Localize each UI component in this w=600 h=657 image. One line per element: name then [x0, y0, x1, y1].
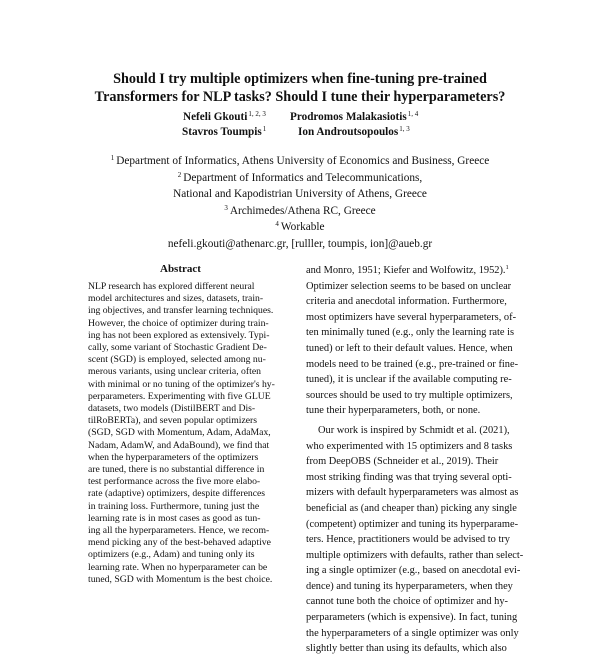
text-line: tuned), it is unclear if the available computing re- [306, 374, 512, 386]
abstract-line: cally, some variant of Stochastic Gradient De- [88, 342, 267, 354]
email: nefeli.gkouti@athenarc.gr, [rulller, toumpis, ion]@aueb.gr [167, 237, 433, 250]
abstract-line: (SGD, SGD with Momentum, Adam, AdaMax, [88, 427, 271, 439]
text-line: criteria and anecdotal information. Furthermore, [306, 296, 507, 308]
text-line: Our work is inspired by Schmidt et al. (2021), [318, 424, 510, 436]
author: Prodromos Malakasiotis$^{1, 4}$ [290, 110, 419, 123]
text-line: dence) and tuning its hyperparameters, when they [306, 580, 513, 592]
abstract-line: NLP research has explored different neural [88, 281, 255, 292]
abstract-line: However, the choice of optimizer during train- [88, 317, 269, 329]
text-line: multiple optimizers with defaults, rather than select- [306, 549, 524, 561]
text-line: who experimented with 15 optimizers and 8 tasks [306, 440, 513, 452]
abstract-line: learning rate is in most cases as good as tun- [88, 512, 261, 524]
abstract-line: perparameters. Experimenting with five GLUE [88, 390, 271, 402]
text-line: from DeepOBS (Schneider et al., 2019). Their [306, 456, 499, 468]
paper-title [60, 70, 540, 106]
author: Ion Androutsopoulos$^{1, 3}$ [298, 125, 410, 138]
text-line: most striking finding was that trying several opti- [306, 471, 512, 483]
abstract-line: optimizers (e.g., Adam) and tuning only its [88, 549, 255, 561]
abstract-heading: Abstract [160, 263, 201, 275]
text-line: beneficial as (and cheaper than) picking any single [306, 502, 517, 514]
abstract-line: datasets, two models (DistilBERT and Dis- [88, 403, 256, 415]
text-line: ten minimally tuned (e.g., only the learning rate is [306, 327, 515, 339]
text-line: (competent) optimizer and tuning its hyperparame- [306, 518, 519, 530]
affiliation: $^3$ Archimedes/Athena RC, Greece [224, 203, 376, 217]
text-line: Optimizer selection seems to be based on unclear [306, 280, 512, 292]
author: Nefeli Gkouti$^{1, 2, 3}$ [183, 110, 266, 123]
author: Stavros Toumpis$^1$ [182, 125, 267, 138]
abstract-body [88, 281, 280, 586]
abstract-line: rate (adaptive) optimizers, despite differences [88, 488, 266, 500]
abstract-line: ing objectives, and transfer learning techniques. [88, 305, 274, 317]
abstract-line: with minimal or no tuning of the optimizer's hy- [88, 378, 275, 390]
text-line: tuned) or left to their default values. Hence, when [306, 342, 513, 354]
affiliation: $^1$ Department of Informatics, Athens University of Economics and Business, Greece [110, 154, 490, 167]
affiliation: $^4$ Workable [275, 220, 325, 233]
text-line: slightly better than using its defaults, which also [306, 643, 507, 655]
affiliation: $^2$ Department of Informatics and Telecommunications, [177, 170, 423, 184]
title-line: Should I try multiple optimizers when fine-tuning pre-trained [113, 71, 487, 87]
text-line: perparameters (which is expensive). In fact, tuning [306, 612, 518, 624]
abstract-line: test performance across the five more elabo- [88, 476, 261, 488]
abstract-line: Nadam, AdamW, and AdaBound), we find that [88, 439, 270, 451]
abstract-line: in training loss. Furthermore, tuning just the [88, 500, 260, 512]
text-line: mizers with default hyperparameters was almost as [306, 487, 519, 499]
text-line: most optimizers have several hyperparameters, of- [306, 311, 517, 323]
abstract-line: model architectures and sizes, datasets, train- [88, 293, 264, 305]
abstract-line: scent (SGD) is employed, selected among nu- [88, 354, 266, 366]
text-line: and Monro, 1951; Kiefer and Wolfowitz, 1952).$^1$ [306, 264, 509, 276]
abstract-line: when the hyperparameters of the optimizers [88, 451, 259, 463]
abstract-line: tuned, SGD with Momentum is the best choice. [88, 573, 273, 585]
text-line: ters. Hence, practitioners would be advised to try [306, 534, 510, 546]
text-line: cannot tune both the choice of optimizer and hy- [306, 596, 508, 608]
abstract-line: ing all the hyperparameters. Hence, we recom- [88, 525, 270, 537]
abstract-line: merous variants, using unclear criteria, often [88, 366, 261, 378]
affiliations [60, 153, 540, 252]
text-line: tune their hyperparameters, both, or none. [306, 405, 481, 417]
author-block [0, 110, 600, 140]
intro-column [306, 263, 530, 657]
text-line: sources should be used to try multiple optimizers, [306, 389, 513, 401]
title-line: Transformers for NLP tasks? Should I tune their hyperparameters? [94, 89, 506, 105]
text-line: models need to be trained (e.g., pre-trained or fine- [306, 358, 519, 370]
affiliation: National and Kapodistrian University of Athens, Greece [173, 188, 427, 200]
text-line: the hyperparameters of a single optimizer was only [306, 627, 519, 639]
abstract-line: mend picking any of the best-behaved adaptive [88, 537, 271, 549]
text-line: ing a single optimizer (e.g., based on anecdotal evi- [306, 565, 521, 577]
abstract-line: are tuned, there is no substantial difference in [88, 464, 265, 476]
abstract-line: tilRoBERTa), and seven popular optimizers [88, 415, 258, 427]
abstract-line: learning rate. When no hyperparameter can be [88, 561, 268, 573]
abstract-line: ing has not been explored as extensively. Typi- [88, 329, 270, 341]
footnote-mark: 1 [505, 264, 509, 271]
